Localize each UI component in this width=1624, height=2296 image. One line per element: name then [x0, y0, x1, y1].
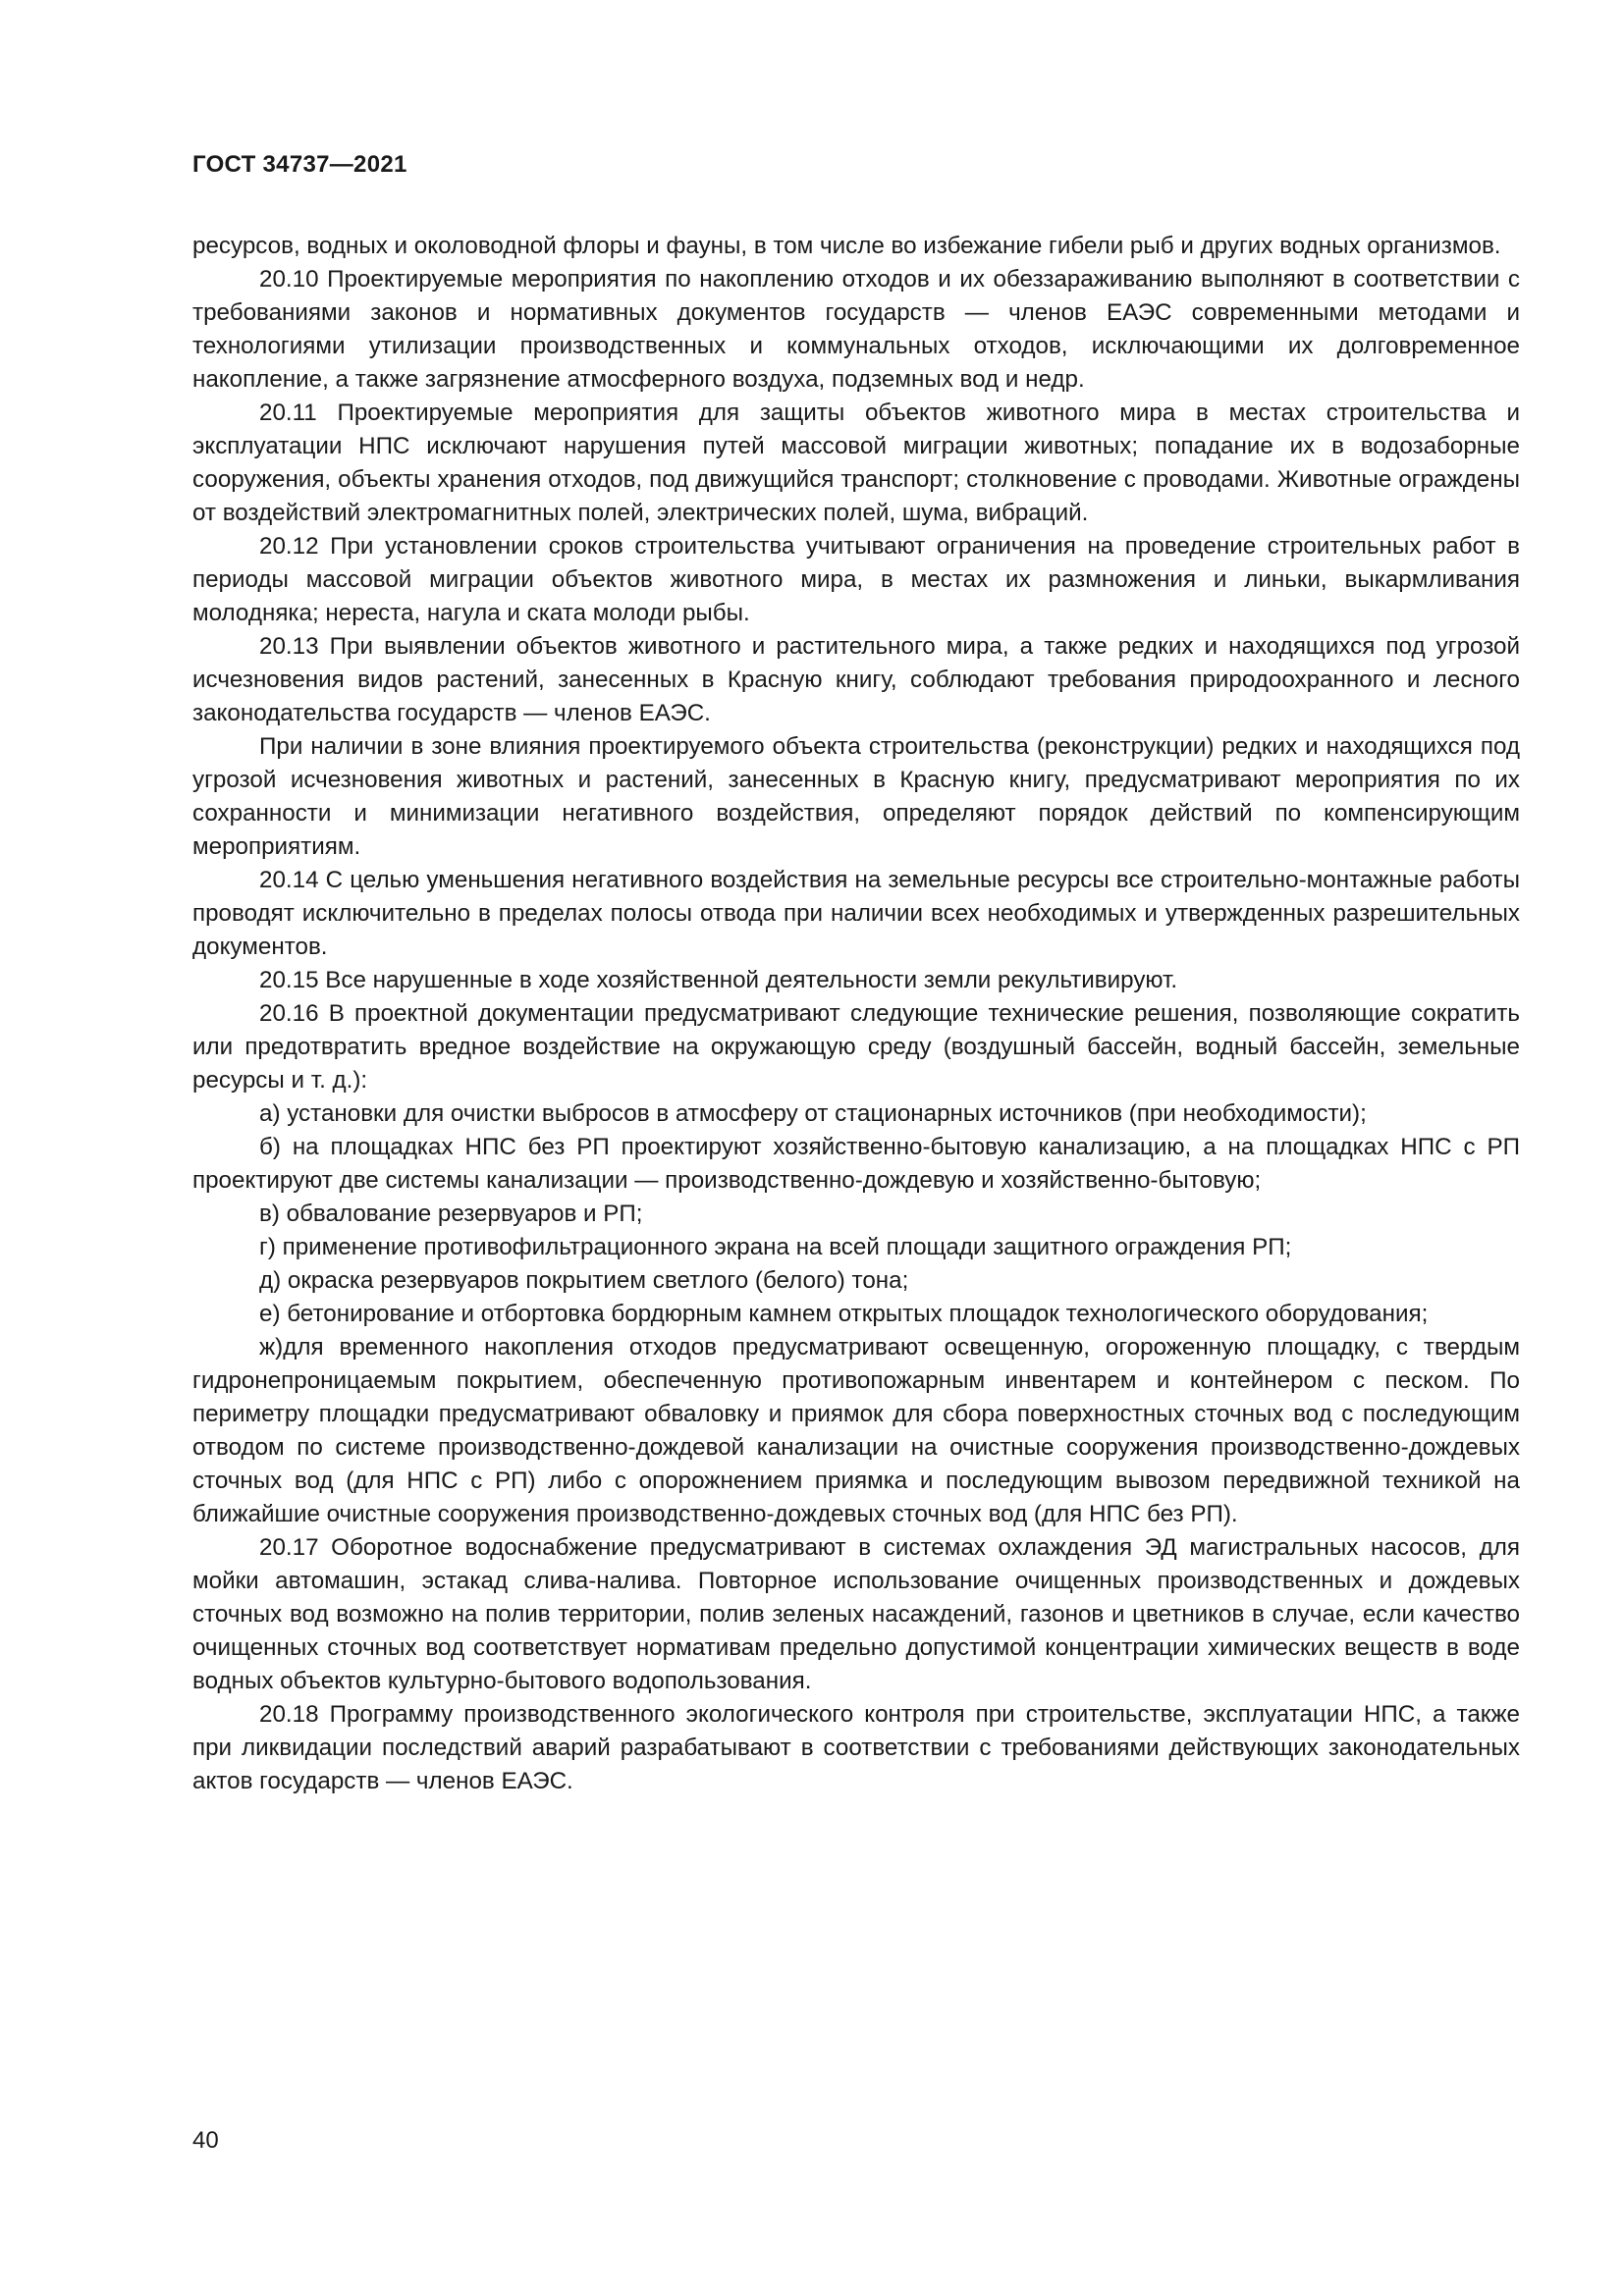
- paragraph-20-12: 20.12 При установлении сроков строительства учитывают ограничения на проведение строительных работ в периоды массовой миграции объектов животного мира, в местах их размножения и линьки, выкармливания молодняка; нереста, нагула и ската молоди рыбы.: [192, 533, 1520, 626]
- document-header: ГОСТ 34737—2021: [192, 151, 407, 178]
- paragraph-20-10: 20.10 Проектируемые мероприятия по накоплению отходов и их обеззараживанию выполняют в соответствии с требованиями законов и нормативных документов государств — членов ЕАЭС современными методами и технологиями утилизации производственных и коммунальных отходов, исключающими их долговременное накопление, а также загрязнение атмосферного воздуха, подземных вод и недр.: [192, 266, 1520, 393]
- paragraph-20-13-continued: При наличии в зоне влияния проектируемого объекта строительства (реконструкции) редких и находящихся под угрозой исчезновения животных и растений, занесенных в Красную книгу, предусматривают мероприятия по их сохранности и минимизации негативного воздействия, определяют порядок действий по компенсирующим мероприятиям.: [192, 733, 1520, 860]
- paragraph-continuation: ресурсов, водных и околоводной флоры и фауны, в том числе во избежание гибели рыб и других водных организмов.: [192, 233, 1501, 259]
- paragraph-20-17: 20.17 Оборотное водоснабжение предусматривают в системах охлаждения ЭД магистральных насосов, для мойки автомашин, эстакад слива-налива. Повторное использование очищенных производственных и дождевых сточных вод возможно на полив территории, полив зеленых насаждений, газонов и цветников в случае, если качество очищенных сточных вод соответствует нормативам предельно допустимой концентрации химических веществ в воде водных объектов культурно-бытового водопользования.: [192, 1534, 1520, 1694]
- paragraph-20-16: 20.16 В проектной документации предусматривают следующие технические решения, позволяющие сократить или предотвратить вредное воздействие на окружающую среду (воздушный бассейн, водный бассейн, земельные ресурсы и т. д.):: [192, 1000, 1520, 1094]
- paragraph-20-15: 20.15 Все нарушенные в ходе хозяйственной деятельности земли рекультивируют.: [259, 967, 1178, 993]
- paragraph-20-13: 20.13 При выявлении объектов животного и растительного мира, а также редких и находящихся под угрозой исчезновения видов растений, занесенных в Красную книгу, соблюдают требования природоохранного и лесного законодательства государств — членов ЕАЭС.: [192, 633, 1520, 726]
- page-number: 40: [192, 2127, 219, 2154]
- list-item-b: б) на площадках НПС без РП проектируют хозяйственно-бытовую канализацию, а на площадках НПС с РП проектируют две системы канализации — производственно-дождевую и хозяйственно-бытовую;: [192, 1134, 1520, 1194]
- paragraph-20-18: 20.18 Программу производственного экологического контроля при строительстве, эксплуатации НПС, а также при ликвидации последствий аварий разрабатывают в соответствии с требованиями действующих законодательных актов государств — членов ЕАЭС.: [192, 1701, 1520, 1794]
- list-item-v: в) обвалование резервуаров и РП;: [259, 1201, 643, 1227]
- paragraph-20-11: 20.11 Проектируемые мероприятия для защиты объектов животного мира в местах строительства и эксплуатации НПС исключают нарушения путей массовой миграции животных; попадание их в водозаборные сооружения, объекты хранения отходов, под движущийся транспорт; столкновение с проводами. Животные ограждены от воздействий электромагнитных полей, электрических полей, шума, вибраций.: [192, 400, 1520, 526]
- paragraph-20-14: 20.14 С целью уменьшения негативного воздействия на земельные ресурсы все строительно-монтажные работы проводят исключительно в пределах полосы отвода при наличии всех необходимых и утвержденных разрешительных документов.: [192, 867, 1520, 960]
- list-item-e: е) бетонирование и отбортовка бордюрным камнем открытых площадок технологического оборудования;: [259, 1301, 1429, 1327]
- list-item-g: г) применение противофильтрационного экрана на всей площади защитного ограждения РП;: [259, 1234, 1292, 1260]
- list-item-d: д) окраска резервуаров покрытием светлого (белого) тона;: [259, 1267, 909, 1294]
- document-body: [192, 230, 1520, 1798]
- list-item-zh: ж)для временного накопления отходов предусматривают освещенную, огороженную площадку, с твердым гидронепроницаемым покрытием, обеспеченную противопожарным инвентарем и контейнером с песком. По периметру площадки предусматривают обваловку и приямок для сбора поверхностных сточных вод с последующим отводом по системе производственно-дождевой канализации на очистные сооружения производственно-дождевых сточных вод (для НПС с РП) либо с опорожнением приямка и последующим вывозом передвижной техникой на ближайшие очистные сооружения производственно-дождевых сточных вод (для НПС без РП).: [192, 1334, 1520, 1527]
- list-item-a: а) установки для очистки выбросов в атмосферу от стационарных источников (при необходимости);: [259, 1100, 1367, 1127]
